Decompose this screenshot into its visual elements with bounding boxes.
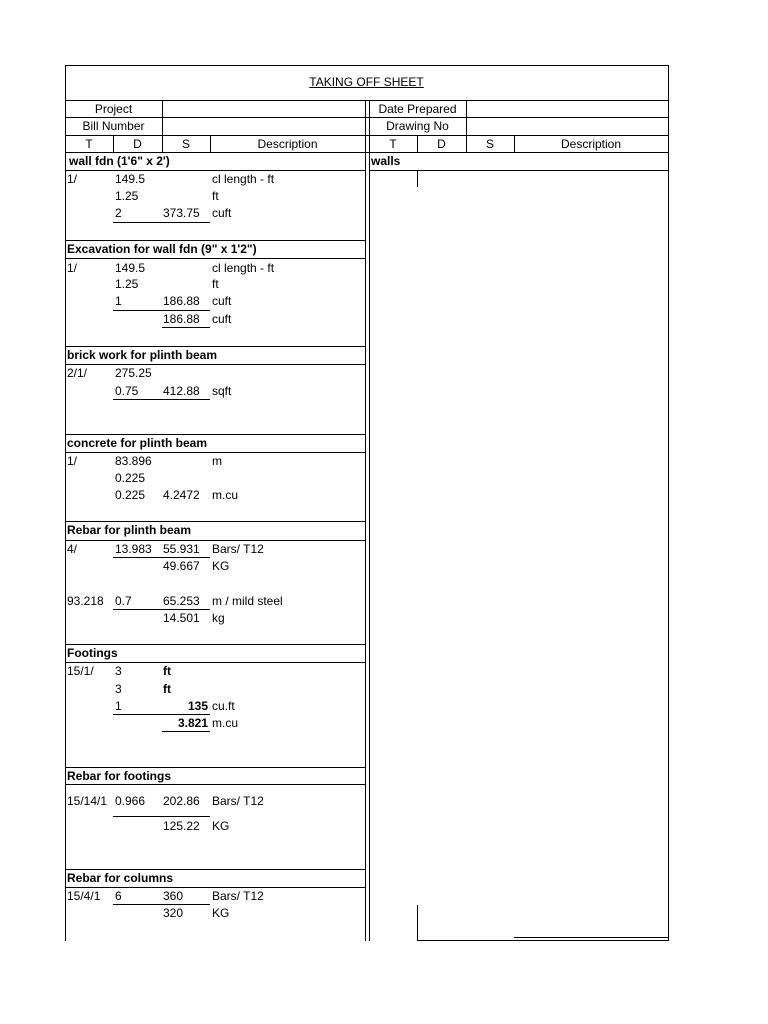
cell-desc: sqft bbox=[212, 384, 232, 398]
cell-s: 49.667 bbox=[163, 559, 200, 573]
header-divider-b bbox=[466, 100, 467, 135]
section-title: Rebar for columns bbox=[67, 871, 174, 885]
underline bbox=[113, 310, 210, 311]
section-divider bbox=[65, 869, 365, 870]
right-t-divider-top bbox=[417, 170, 418, 187]
cell-s: ft bbox=[163, 682, 171, 696]
cell-d: 3 bbox=[115, 664, 122, 678]
col-header-description-right: Description bbox=[560, 137, 622, 151]
cell-s: 360 bbox=[163, 889, 184, 903]
section-divider bbox=[65, 346, 365, 347]
cell-t: 4/ bbox=[67, 542, 78, 556]
header-line-2 bbox=[65, 117, 668, 118]
cell-desc: m.cu bbox=[212, 488, 239, 502]
cell-s: 135 bbox=[187, 699, 208, 713]
cell-desc: cuft bbox=[212, 312, 232, 326]
underline bbox=[113, 557, 210, 558]
cell-desc: KG bbox=[212, 906, 230, 920]
date-prepared-label: Date Prepared bbox=[378, 102, 457, 116]
cell-s: 186.88 bbox=[163, 312, 200, 326]
cell-d: 0.75 bbox=[115, 384, 139, 398]
cell-t: 1/ bbox=[67, 454, 78, 468]
header-divider-a bbox=[162, 100, 163, 135]
cell-desc: m / mild steel bbox=[212, 594, 283, 608]
right-section-line bbox=[369, 170, 668, 171]
cell-s: 14.501 bbox=[163, 611, 200, 625]
cell-t: 15/14/1 bbox=[67, 794, 108, 808]
underline bbox=[113, 399, 210, 400]
right-bottom-line-1 bbox=[417, 940, 668, 941]
cell-desc: kg bbox=[212, 611, 225, 625]
cell-s: 373.75 bbox=[163, 206, 200, 220]
col-header-t: T bbox=[85, 137, 93, 151]
col-header-d-right: D bbox=[437, 137, 446, 151]
underline bbox=[113, 816, 210, 817]
section-title: Rebar for footings bbox=[67, 769, 171, 783]
section-divider bbox=[65, 521, 365, 522]
cell-d: 149.5 bbox=[115, 172, 146, 186]
frame-right bbox=[668, 65, 669, 941]
underline bbox=[162, 731, 210, 732]
cell-t: 1/ bbox=[67, 261, 78, 275]
cell-desc: cuft bbox=[212, 206, 232, 220]
section-divider bbox=[65, 540, 365, 541]
bill-number-label: Bill Number bbox=[82, 119, 145, 133]
section-divider bbox=[65, 364, 365, 365]
frame-top bbox=[65, 65, 668, 66]
col-header-description: Description bbox=[257, 137, 318, 151]
col-header-s-right: S bbox=[485, 137, 494, 151]
cell-d: 1 bbox=[115, 699, 122, 713]
cell-d: 0.7 bbox=[115, 594, 132, 608]
underline bbox=[113, 714, 210, 715]
col-header-d: D bbox=[133, 137, 142, 151]
project-label: Project bbox=[94, 102, 133, 116]
cell-desc: cl length - ft bbox=[212, 172, 275, 186]
cell-desc: cuft bbox=[212, 294, 232, 308]
cell-d: 1 bbox=[115, 294, 122, 308]
cell-s: 412.88 bbox=[163, 384, 200, 398]
cell-desc: m.cu bbox=[212, 716, 239, 730]
cell-s: 55.931 bbox=[163, 542, 200, 556]
underline bbox=[162, 327, 210, 328]
header-divider-mid1 bbox=[365, 100, 366, 941]
cell-t: 93.218 bbox=[67, 594, 104, 608]
cell-t: 15/4/1 bbox=[67, 889, 101, 903]
cell-desc: KG bbox=[212, 559, 230, 573]
section-divider bbox=[65, 784, 365, 785]
section-divider bbox=[65, 258, 365, 259]
cell-t: 2/1/ bbox=[67, 366, 88, 380]
cell-desc: ft bbox=[212, 189, 219, 203]
cell-desc: Bars/ T12 bbox=[212, 794, 264, 808]
cell-t: 1/ bbox=[67, 172, 78, 186]
right-bottom-line-2 bbox=[514, 937, 668, 938]
cell-d: 83.896 bbox=[115, 454, 152, 468]
section-divider bbox=[65, 240, 365, 241]
header-line-1 bbox=[65, 100, 668, 101]
header-line-4 bbox=[65, 152, 668, 153]
cell-desc: KG bbox=[212, 819, 230, 833]
header-divider-mid2 bbox=[369, 100, 370, 941]
section-title: Footings bbox=[67, 646, 118, 660]
underline bbox=[113, 609, 210, 610]
cell-d: 0.966 bbox=[115, 794, 146, 808]
frame-left bbox=[65, 65, 66, 941]
section-divider bbox=[65, 434, 365, 435]
cell-desc: Bars/ T12 bbox=[212, 542, 264, 556]
cell-d: 1.25 bbox=[115, 189, 139, 203]
cell-desc: cu.ft bbox=[212, 699, 235, 713]
right-section-title: walls bbox=[371, 154, 401, 168]
cell-s: 186.88 bbox=[163, 294, 200, 308]
cell-desc: m bbox=[212, 454, 222, 468]
cell-d: 0.225 bbox=[115, 488, 146, 502]
section-title: wall fdn (1'6" x 2') bbox=[69, 154, 170, 168]
cell-d: 3 bbox=[115, 682, 122, 696]
cell-d: 1.25 bbox=[115, 277, 139, 291]
underline bbox=[113, 904, 210, 905]
right-t-divider-bottom bbox=[417, 905, 418, 940]
header-line-3 bbox=[65, 135, 668, 136]
cell-s: 3.821 bbox=[177, 716, 208, 730]
cell-d: 13.983 bbox=[115, 542, 152, 556]
underline bbox=[113, 222, 210, 223]
section-divider bbox=[65, 452, 365, 453]
section-divider bbox=[65, 887, 365, 888]
section-title: Rebar for plinth beam bbox=[67, 523, 192, 537]
section-divider bbox=[65, 170, 365, 171]
sheet-title: TAKING OFF SHEET bbox=[309, 75, 424, 89]
col-header-t-right: T bbox=[389, 137, 397, 151]
cell-s: 320 bbox=[163, 906, 184, 920]
cell-d: 0.225 bbox=[115, 471, 146, 485]
section-divider bbox=[65, 644, 365, 645]
section-divider bbox=[65, 662, 365, 663]
cell-d: 2 bbox=[115, 206, 122, 220]
cell-desc: cl length - ft bbox=[212, 261, 275, 275]
section-title: brick work for plinth beam bbox=[67, 348, 218, 362]
cell-t: 15/1/ bbox=[67, 664, 94, 678]
section-title: concrete for plinth beam bbox=[67, 436, 208, 450]
cell-desc: Bars/ T12 bbox=[212, 889, 264, 903]
cell-d: 6 bbox=[115, 889, 122, 903]
section-divider bbox=[65, 767, 365, 768]
cell-d: 149.5 bbox=[115, 261, 146, 275]
cell-d: 275.25 bbox=[115, 366, 152, 380]
col-header-s: S bbox=[181, 137, 190, 151]
section-title: Excavation for wall fdn (9" x 1'2") bbox=[67, 242, 257, 256]
cell-s: 4.2472 bbox=[163, 488, 200, 502]
cell-s: 65.253 bbox=[163, 594, 200, 608]
cell-s: ft bbox=[163, 664, 171, 678]
cell-s: 202.86 bbox=[163, 794, 200, 808]
cell-desc: ft bbox=[212, 277, 219, 291]
cell-s: 125.22 bbox=[163, 819, 200, 833]
drawing-no-label: Drawing No bbox=[386, 119, 449, 133]
